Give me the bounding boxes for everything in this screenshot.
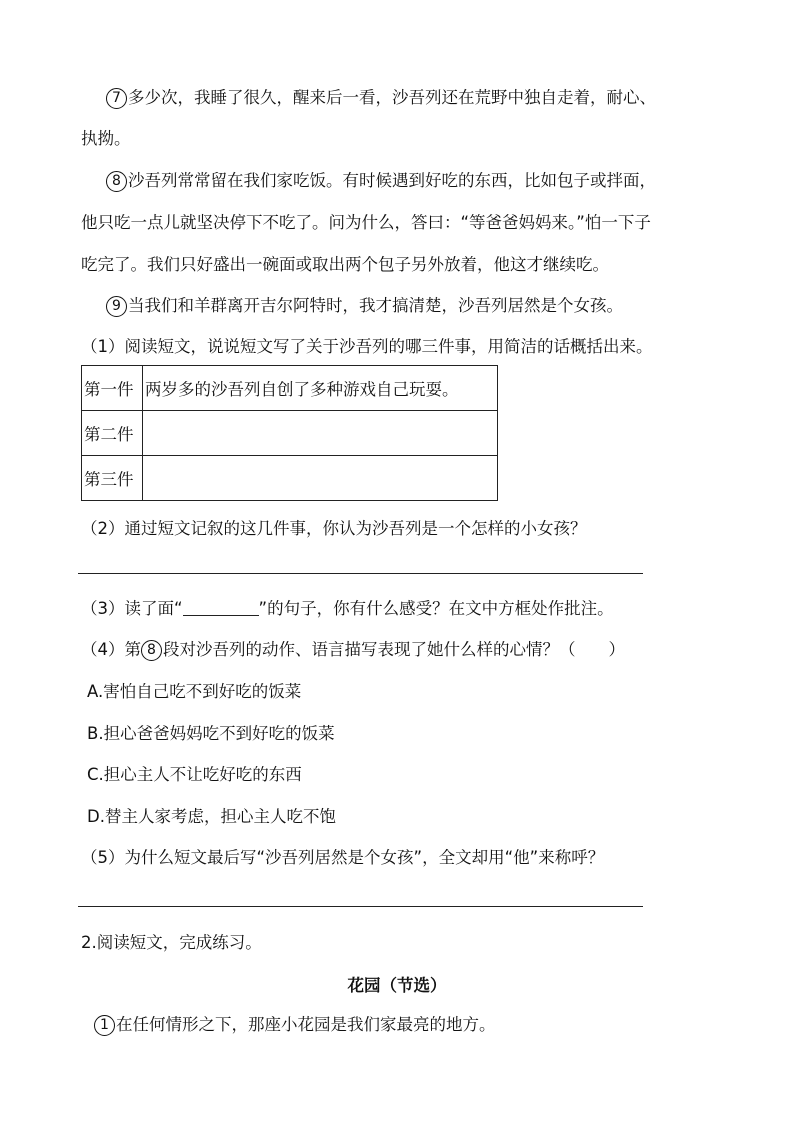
row-label: 第三件 [82,456,143,501]
option-c[interactable]: C.担心主人不让吃好吃的东西 [87,765,302,784]
question-5: （5）为什么短文最后写“沙吾列居然是个女孩”，全文却用“他”来称呼？ [81,848,605,867]
passage-title: 花园（节选） [347,976,447,995]
section-2-heading: 2.阅读短文，完成练习。 [81,933,262,952]
question-2: （2）通过短文记叙的这几件事，你认为沙吾列是一个怎样的小女孩？ [81,519,587,538]
table-row [82,411,498,456]
question-3-text-after: ”的句子，你有什么感受？在文中方框处作批注。 [258,599,614,618]
table-row [82,456,498,501]
paragraph-number-8: 8 [106,171,127,192]
paragraph-9-text-1: 当我们和羊群离开吉尔阿特时，我才搞清楚，沙吾列居然是个女孩。 [128,296,623,315]
question-3-text-before: （3）读了面“ [81,599,183,618]
answer-cell[interactable] [143,411,498,456]
paragraph-9-line-1 [106,294,623,318]
paragraph-7-line-1 [106,86,656,110]
question-4-text-after: 段对沙吾列的动作、语言描写表现了她什么样的心情？（ ） [163,640,625,659]
paragraph-8-line-1 [106,169,656,193]
question-4-text-before: （4）第 [81,640,141,659]
answer-table [81,365,498,501]
paragraph-number-7: 7 [106,88,127,109]
paragraph-8-text-1: 沙吾列常常留在我们家吃饭。有时候遇到好吃的东西，比如包子或拌面， [128,171,656,190]
answer-line-q5[interactable] [78,906,643,907]
paragraph-number-9: 9 [106,296,127,317]
question-4 [81,638,625,662]
option-b[interactable]: B.担心爸爸妈妈吃不到好吃的饭菜 [87,724,335,743]
row-label: 第二件 [82,411,143,456]
answer-cell[interactable]: 两岁多的沙吾列自创了多种游戏自己玩耍。 [143,366,498,411]
fill-in-blank[interactable] [183,599,259,616]
paragraph-number-1: 1 [94,1015,115,1036]
question-1: （1）阅读短文，说说短文写了关于沙吾列的哪三件事，用简洁的话概括出来。 [81,337,653,356]
paragraph-7-text-2: 执拗。 [81,129,131,148]
paragraph-7-text-1: 多少次，我睡了很久，醒来后一看，沙吾列还在荒野中独自走着，耐心、 [128,88,656,107]
option-d[interactable]: D.替主人家考虑，担心主人吃不饱 [87,807,336,826]
row-label: 第一件 [82,366,143,411]
paragraph-8-text-2: 他只吃一点儿就坚决停下不吃了。问为什么，答曰：“等爸爸妈妈来。”怕一下子 [81,213,651,232]
answer-line-q2[interactable] [78,573,643,574]
question-3 [81,597,614,621]
section-2-paragraph-1-text: 在任何情形之下，那座小花园是我们家最亮的地方。 [116,1015,496,1034]
section-2-paragraph-1 [94,1013,496,1037]
answer-cell[interactable] [143,456,498,501]
paragraph-8-text-3: 吃完了。我们只好盛出一碗面或取出两个包子另外放着，他这才继续吃。 [81,255,609,274]
option-a[interactable]: A.害怕自己吃不到好吃的饭菜 [87,682,302,701]
paragraph-number-8-ref: 8 [141,640,162,661]
table-row [82,366,498,411]
